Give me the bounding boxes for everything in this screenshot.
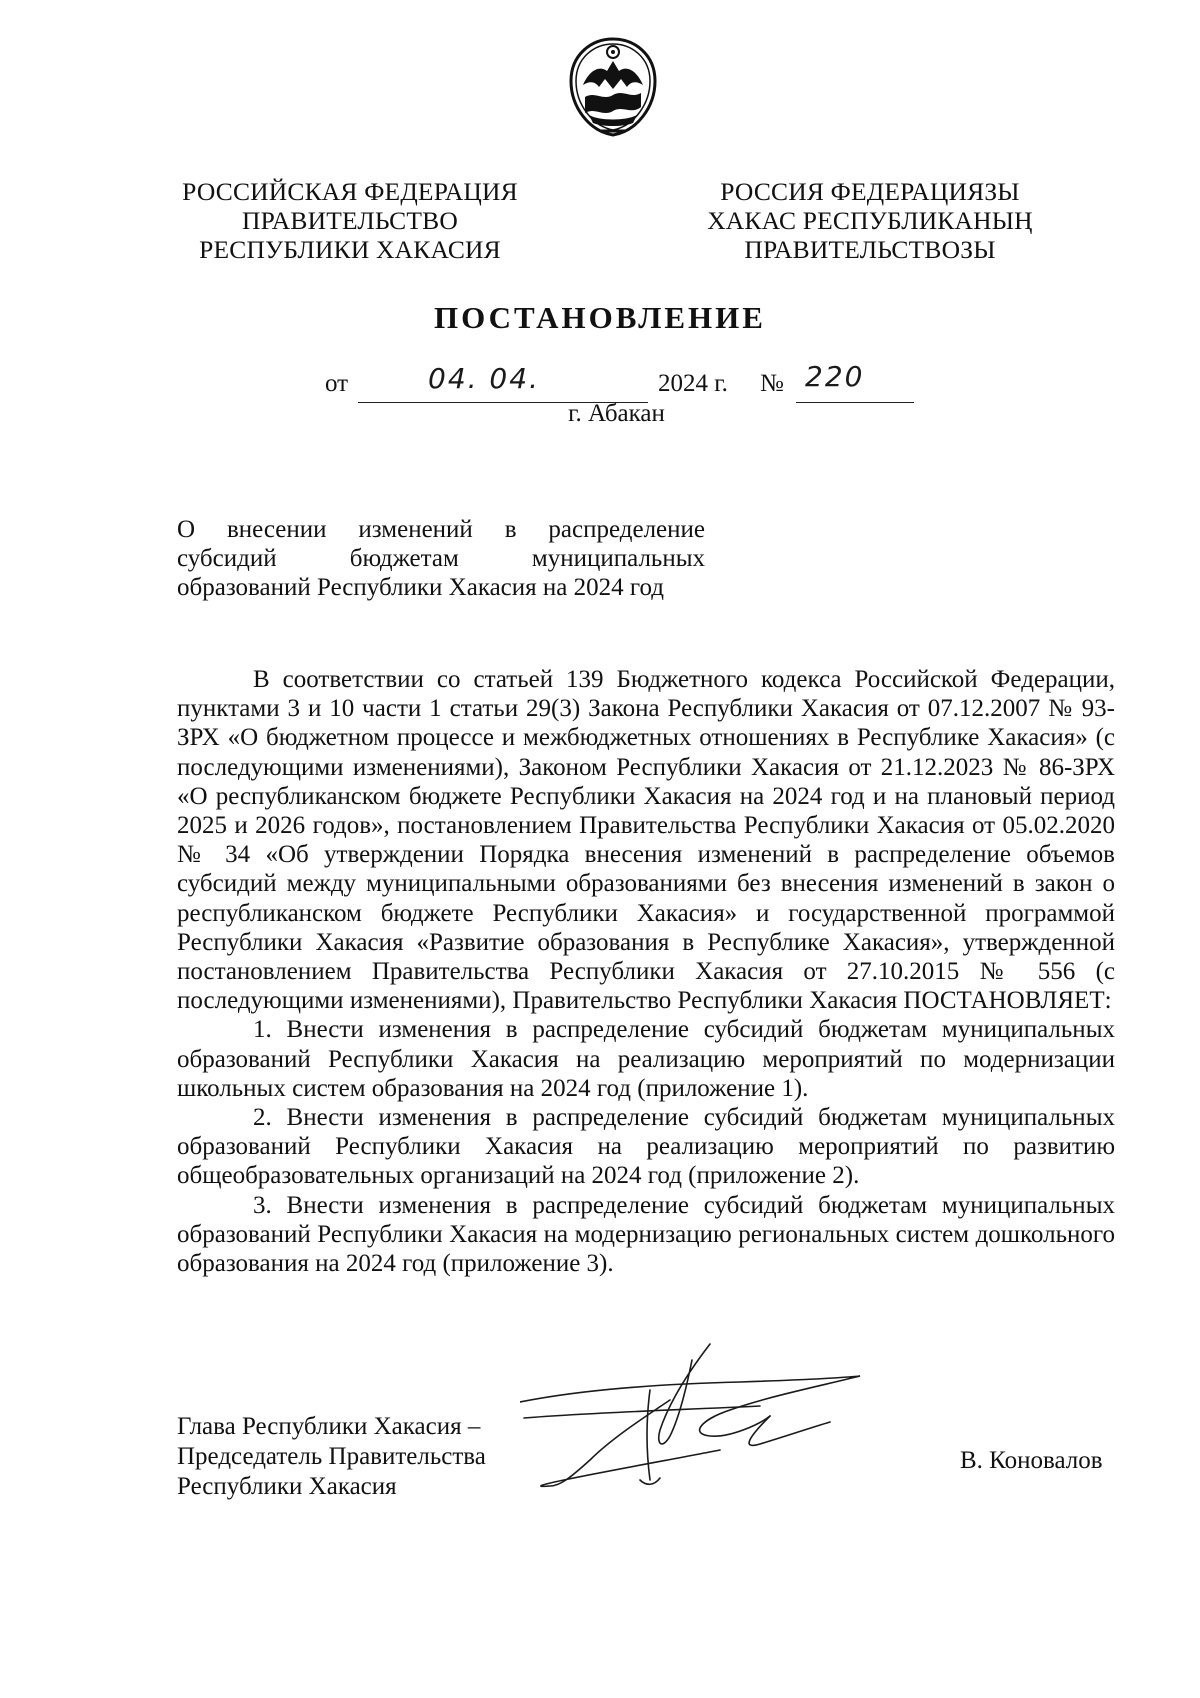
header-right-line: ХАКАС РЕСПУБЛИКАНЫҢ <box>707 206 1033 235</box>
header-right-line: ПРАВИТЕЛЬСТВОЗЫ <box>744 235 996 264</box>
resolution-item-2: 2. Внести изменения в распределение субсидий бюджетам муниципальных образований Республики Хакасия на реализацию мероприятий по развитию общеобразовательных организаций на 2024 год (приложение 2). <box>177 1104 1115 1190</box>
issuer-header-russian <box>160 177 540 264</box>
subject-line: О внесении изменений в распределение <box>177 516 705 543</box>
year-label: 2024 г. <box>658 370 728 397</box>
preamble-paragraph: В соответствии со статьей 139 Бюджетного кодекса Российской Федерации, пунктами 3 и 10 части 1 статьи 29(3) Закона Республики Хакасия от 07.12.2007 № 93-ЗРХ «О бюджетном процессе и межбюджетных отношениях в Республике Хакасия» (с последующими изменениями), Законом Республики Хакасия от 21.12.2023 № 86-ЗРХ «О республиканском бюджете Республики Хакасия на 2024 год и на плановый период 2025 и 2026 годов», постановлением Правительства Республики Хакасия от 05.02.2020 № 34 «Об утверждении Порядка внесения изменений в распределение объемов субсидий между муниципальными образованиями без внесения изменений в закон о республиканском бюджете Республики Хакасия» и государственной программой Республики Хакасия «Развитие образования в Республике Хакасия», утвержденной постановлением Правительства Республики Хакасия от 27.10.2015 № 556 (с последующими изменениями), Правительство Республики Хакасия ПОСТАНОВЛЯЕТ: <box>177 666 1115 1015</box>
document-subject <box>177 515 705 602</box>
handwritten-signature <box>520 1340 900 1490</box>
document-title: ПОСТАНОВЛЕНИЕ <box>434 300 766 335</box>
handwritten-date: 04. 04. <box>428 362 540 395</box>
header-left-line: ПРАВИТЕЛЬСТВО <box>242 206 458 235</box>
coat-of-arms-icon <box>565 35 661 140</box>
handwritten-number: 220 <box>805 360 865 393</box>
header-left-line: РОССИЙСКАЯ ФЕДЕРАЦИЯ <box>182 177 518 206</box>
header-left-line: РЕСПУБЛИКИ ХАКАСИЯ <box>199 235 501 264</box>
resolution-item-1: 1. Внести изменения в распределение субсидий бюджетам муниципальных образований Республики Хакасия на реализацию мероприятий по модернизации школьных систем образования на 2024 год (приложение 1). <box>177 1016 1115 1102</box>
date-prefix: от <box>325 370 349 397</box>
subject-line: образований Республики Хакасия на 2024 год <box>177 574 665 601</box>
date-number-line <box>0 360 1200 400</box>
signatory-position <box>177 1412 537 1502</box>
header-right-line: РОССИЯ ФЕДЕРАЦИЯЗЫ <box>720 177 1020 206</box>
position-line: Республики Хакасия <box>177 1473 397 1500</box>
subject-line: субсидий бюджетам муниципальных <box>177 545 705 572</box>
issuer-header-khakas <box>700 177 1040 264</box>
city-name: г. Абакан <box>568 400 665 427</box>
position-line: Председатель Правительства <box>177 1443 486 1470</box>
position-line: Глава Республики Хакасия – <box>177 1413 481 1440</box>
resolution-item-3: 3. Внести изменения в распределение субсидий бюджетам муниципальных образований Республики Хакасия на модернизацию региональных систем дошкольного образования на 2024 год (приложение 3). <box>177 1191 1115 1278</box>
document-body <box>177 665 1115 1278</box>
signatory-name: В. Коновалов <box>960 1447 1103 1474</box>
number-prefix: № <box>760 370 784 397</box>
